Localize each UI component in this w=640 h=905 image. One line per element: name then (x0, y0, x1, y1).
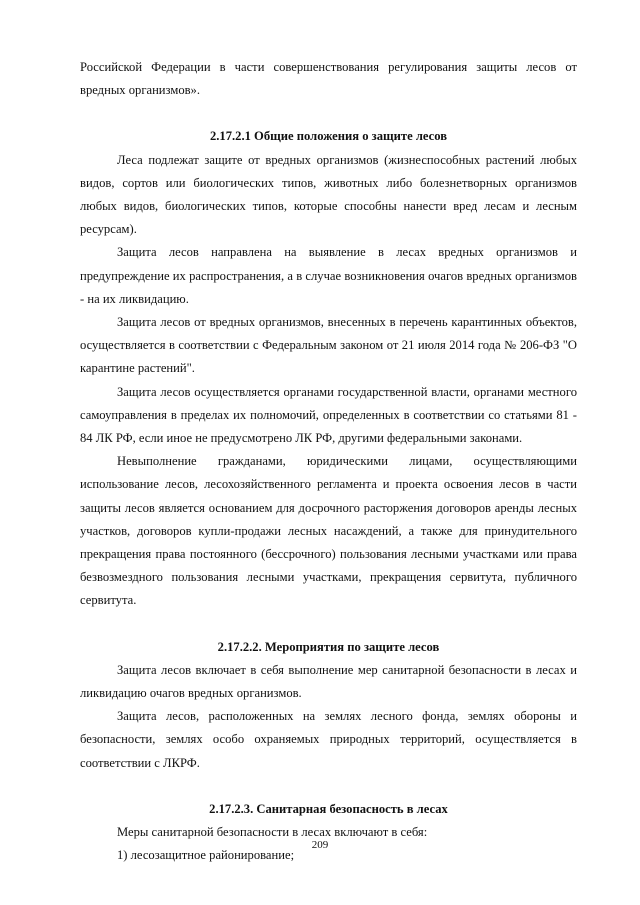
section-heading-sanitary: 2.17.2.3. Санитарная безопасность в лесах (209, 801, 448, 816)
list-item: 1) лесозащитное районирование; (117, 848, 295, 863)
page-number: 209 (311, 839, 329, 851)
document-page (80, 56, 577, 868)
section-heading-measures: 2.17.2.2. Мероприятия по защите лесов (217, 639, 440, 654)
intro-continuation: Российской Федерации в части совершенствования регулирования защиты лесов от вредных организмов». (80, 60, 577, 98)
paragraph: Защита лесов включает в себя выполнение мер санитарной безопасности в лесах и ликвидацию очагов вредных организмов. (80, 662, 577, 701)
paragraph: Защита лесов направлена на выявление в лесах вредных организмов и предупреждение их распространения, а в случае возникновения очагов вредных организмов - на их ликвидацию. (80, 245, 577, 306)
paragraph: Защита лесов осуществляется органами государственной власти, органами местного самоуправления в пределах их полномочий, определенных в соответствии со статьями 81 - 84 ЛК РФ, если иное не предусмотрено ЛК РФ, другими федеральными законами. (80, 384, 577, 446)
paragraph: Меры санитарной безопасности в лесах включают в себя: (117, 825, 428, 840)
paragraph: Защита лесов, расположенных на землях лесного фонда, землях обороны и безопасности, землях особо охраняемых природных территорий, осуществляется в соответствии с ЛКРФ. (80, 709, 577, 770)
paragraph: Леса подлежат защите от вредных организмов (жизнеспособных растений любых видов, сортов или биологических типов, животных либо болезнетворных организмов любых видов, биологических типов, которые способны нанести вред лесам и лесным ресурсам). (80, 152, 577, 237)
paragraph: Защита лесов от вредных организмов, внесенных в перечень карантинных объектов, осуществляется в соответствии с Федеральным законом от 21 июля 2014 года № 206-ФЗ "О карантине растений". (80, 315, 577, 376)
paragraph: Невыполнение гражданами, юридическими лицами, осуществляющими использование лесов, лесохозяйственного регламента и проекта освоения лесов в части защиты лесов является основанием для досрочного расторжения договоров аренды лесных участков, договоров купли-продажи лесных насаждений, а также для принудительного прекращения права постоянного (бессрочного) пользования лесными участками или права безвозмездного пользования лесными участками, прекращения сервитута, публичного сервитута. (80, 454, 577, 608)
section-heading-general: 2.17.2.1 Общие положения о защите лесов (209, 129, 448, 144)
